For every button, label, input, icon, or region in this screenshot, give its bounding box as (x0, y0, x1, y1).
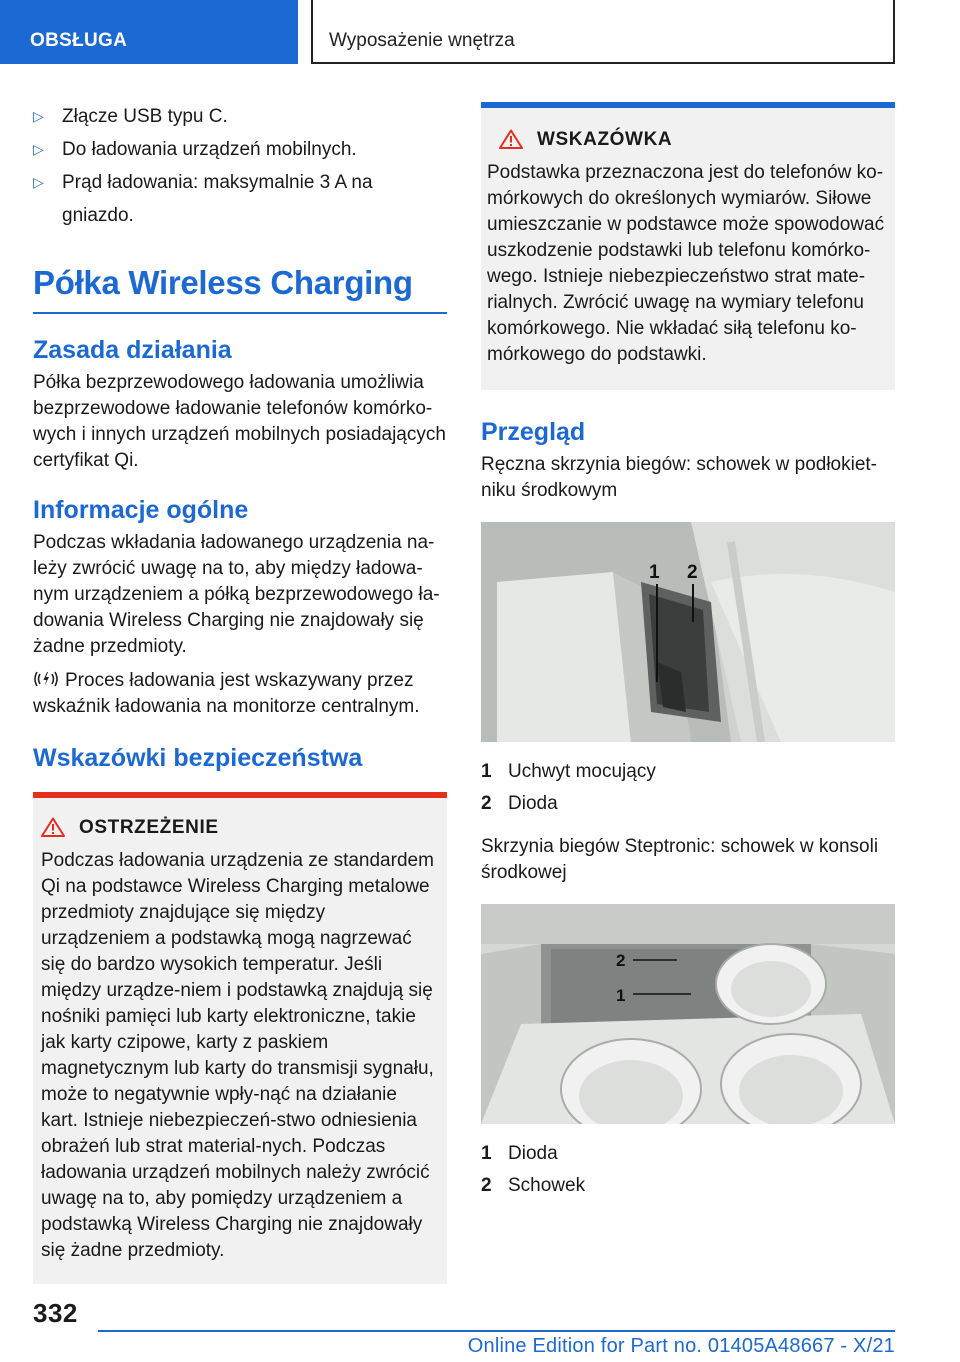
legend-item: 2 Dioda (481, 793, 558, 814)
chapter-header (311, 0, 895, 64)
armrest-illustration (481, 522, 895, 742)
figure-callout-label: 1 (616, 986, 626, 1005)
principle-text: Półka bezprzewodowego ładowania umożliwia bezprzewodowe ładowanie telefonów komórko-wych i innych urządzeń mobilnych posiadających certyfikat Qi. (33, 372, 446, 471)
armrest-compartment-figure (481, 522, 895, 742)
warning-triangle-icon (41, 817, 65, 837)
principle-heading: Zasada działania (33, 336, 232, 364)
heading-rule (33, 312, 447, 314)
manual-caption: Ręczna skrzynia biegów: schowek w podłokiet-niku środkowym (481, 454, 878, 501)
triangle-bullet-icon: ▷ (33, 174, 44, 190)
steptronic-caption: Skrzynia biegów Steptronic: schowek w konsoli środkowej (481, 836, 879, 883)
edition-label: Online Edition for Part no. 01405A48667 - X/21 (467, 1335, 895, 1357)
figure-callout-label: 2 (687, 562, 698, 583)
list-item: ▷ Prąd ładowania: maksymalnie 3 A na gniazdo. (33, 166, 447, 232)
section-tab (0, 0, 298, 64)
triangle-bullet-icon: ▷ (33, 141, 44, 157)
list-item: ▷ Złącze USB typu C. (33, 100, 447, 133)
legend-item: 1 Dioda (481, 1143, 558, 1164)
section-heading: Półka Wireless Charging (33, 264, 413, 301)
chapter-title: Wyposażenie wnętrza (329, 30, 515, 51)
manual-legend (481, 756, 895, 820)
warning-title: OSTRZEŻENIE (41, 814, 439, 842)
right-column (481, 102, 895, 1202)
legend-item: 2 Schowek (481, 1175, 586, 1196)
warning-text: Podczas ładowania urządzenia ze standardem Qi na podstawce Wireless Charging metalowe przedmioty znajdujące się między urządzeniem a podstawką mogą nagrzewać się do bardzo wysokich temperatur. Jeśli między urządze-niem i podstawką znajdują się nośniki pamięci lub karty elektroniczne, takie jak karty czipowe, karty z paskiem magnetycznym lub karty do transmisji sygnału, może to negatywnie wpły-nąć na działanie kart. Istnieje niebezpieczeń-stwo odniesienia obrażeń lub strat material-nych. Podczas ładowania urządzeń mobilnych należy zwrócić uwagę na to, aby pomiędzy urządzeniem a podstawką Wireless Charging nie znajdowały się żadne przedmioty. (41, 850, 434, 1261)
steptronic-legend (481, 1138, 895, 1202)
note-box (481, 102, 895, 390)
wireless-charging-icon (33, 669, 59, 689)
legend-item: 1 Uchwyt mocujący (481, 761, 656, 782)
footer-rule (98, 1330, 895, 1332)
caution-triangle-icon (499, 129, 523, 149)
list-item: ▷ Do ładowania urządzeń mobilnych. (33, 133, 447, 166)
figure-callout-label: 2 (616, 951, 626, 970)
general-info-text: Podczas wkładania ładowanego urządzenia na-leży zwrócić uwagę na to, aby między ładowa-nym urządzeniem a półką bezprzewodowego ła-dowania Wireless Charging nie znajdowały się żadne przedmioty. (33, 532, 440, 657)
section-label: OBSŁUGA (30, 30, 128, 51)
usb-bullet-list (33, 100, 447, 232)
left-column (33, 100, 447, 1284)
note-title: WSKAZÓWKA (487, 126, 889, 154)
general-info-heading: Informacje ogólne (33, 496, 249, 524)
console-illustration (481, 904, 895, 1124)
figure-callout-label: 1 (649, 562, 660, 583)
warning-box (33, 792, 447, 1284)
charging-indicator-paragraph: Proces ładowania jest wskazywany przez wskaźnik ładowania na monitorze centralnym. (33, 670, 420, 717)
triangle-bullet-icon: ▷ (33, 108, 44, 124)
safety-heading: Wskazówki bezpieczeństwa (33, 744, 363, 772)
note-text: Podstawka przeznaczona jest do telefonów ko-mórkowych do określonych wymiarów. Siłowe umieszczanie w podstawce może spowodować uszkodzenie podstawki lub telefonu komórko-wego. Istnieje niebezpieczeństwo strat mate-rialnych. Zwrócić uwagę na wymiary telefonu komórkowego. Nie wkładać siłą telefonu ko-mórkowego do podstawki. (487, 162, 885, 365)
console-compartment-figure (481, 904, 895, 1124)
page-number: 332 (33, 1298, 78, 1328)
overview-heading: Przegląd (481, 418, 586, 446)
